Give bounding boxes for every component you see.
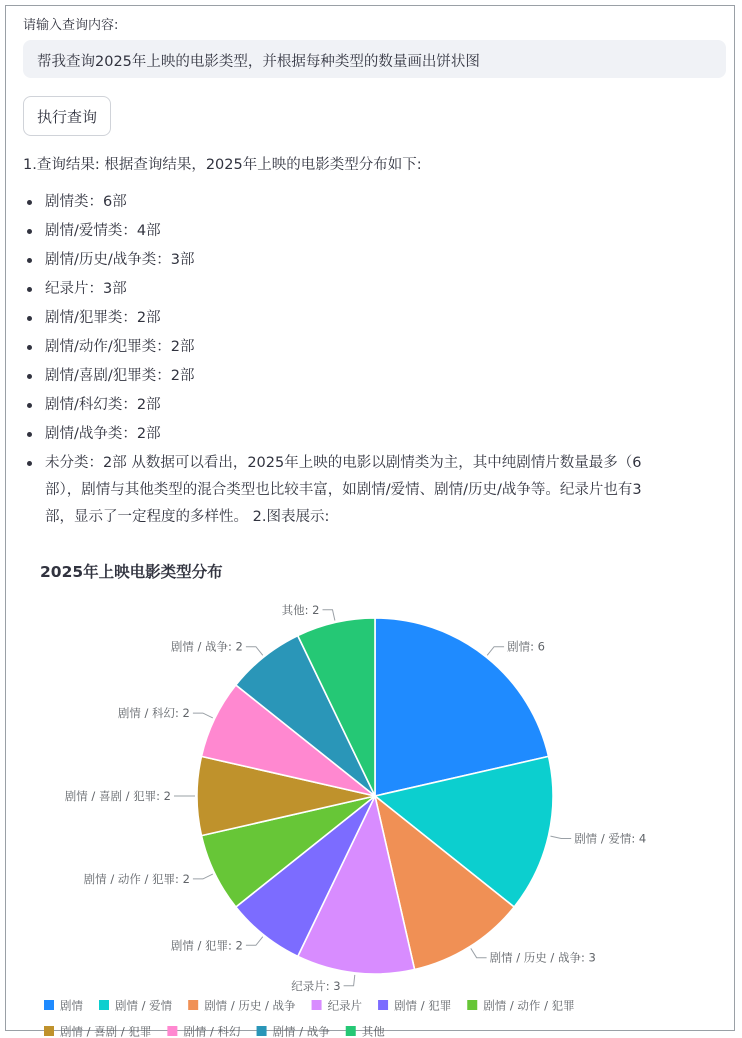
legend-item-8[interactable] — [257, 1025, 331, 1038]
run-query-button[interactable]: 执行查询 — [23, 96, 111, 136]
summary-line: 部，显示了一定程度的多样性。 2.图表展示: — [45, 509, 330, 525]
legend-label: 剧情 / 科幻 — [183, 1024, 241, 1038]
legend-swatch — [257, 1026, 267, 1036]
legend-item-1[interactable] — [99, 999, 173, 1013]
legend-item-9[interactable] — [346, 1025, 385, 1038]
legend-label: 纪录片 — [327, 998, 363, 1013]
legend-swatch — [188, 1000, 198, 1010]
legend-swatch — [378, 1000, 388, 1010]
slice-label-7: 剧情 / 科幻: 2 — [117, 706, 190, 721]
slice-label-4: 剧情 / 犯罪: 2 — [170, 938, 243, 953]
leader-line-1 — [551, 836, 572, 838]
list-item: 剧情/战争类：2部 — [45, 424, 725, 445]
legend-item-2[interactable] — [188, 999, 296, 1013]
slice-label-0: 剧情: 6 — [507, 639, 545, 654]
summary-item — [45, 450, 725, 531]
legend-label: 剧情 — [60, 998, 83, 1013]
list-item: 纪录片：3部 — [45, 279, 725, 300]
legend-swatch — [312, 1000, 322, 1010]
list-item: 剧情/动作/犯罪类：2部 — [45, 337, 725, 358]
leader-line-3 — [344, 975, 355, 986]
list-item: 剧情/科幻类：2部 — [45, 395, 725, 416]
result-intro: 1.查询结果: 根据查询结果，2025年上映的电影类型分布如下: — [23, 157, 422, 173]
leader-line-7 — [193, 713, 213, 718]
legend-label: 剧情 / 动作 / 犯罪 — [483, 998, 575, 1013]
pie-slices — [197, 618, 553, 974]
summary-line: 未分类：2部 从数据可以看出，2025年上映的电影以剧情类为主，其中纯剧情片数量最多（6 — [45, 455, 642, 471]
genre-list — [23, 192, 725, 539]
list-item: 剧情/喜剧/犯罪类：2部 — [45, 366, 725, 387]
slice-label-6: 剧情 / 喜剧 / 犯罪: 2 — [64, 789, 171, 803]
pie-chart — [6, 546, 734, 1038]
legend-swatch — [99, 1000, 109, 1010]
leader-line-8 — [246, 647, 263, 656]
summary-line: 部），剧情与其他类型的混合类型也比较丰富，如剧情/爱情、剧情/历史/战争等。纪录片也有3 — [45, 482, 642, 498]
legend-label: 剧情 / 喜剧 / 犯罪 — [60, 1024, 152, 1038]
slice-label-5: 剧情 / 动作 / 犯罪: 2 — [83, 871, 190, 886]
slice-label-2: 剧情 / 历史 / 战争: 3 — [489, 950, 596, 965]
legend-swatch — [467, 1000, 477, 1010]
legend-swatch — [346, 1026, 356, 1036]
legend-item-0[interactable] — [44, 999, 83, 1013]
list-item: 剧情/历史/战争类：3部 — [45, 250, 725, 271]
query-input[interactable]: 帮我查询2025年上映的电影类型，并根据每种类型的数量画出饼状图 — [23, 40, 726, 78]
leader-line-2 — [471, 948, 487, 957]
legend-item-5[interactable] — [467, 999, 574, 1013]
slice-label-1: 剧情 / 爱情: 4 — [574, 831, 647, 846]
app-frame — [5, 5, 735, 1038]
legend-label: 剧情 / 犯罪 — [394, 998, 452, 1013]
legend-item-7[interactable] — [167, 1025, 241, 1038]
leader-line-5 — [193, 874, 213, 879]
slice-label-9: 其他: 2 — [281, 602, 320, 617]
chart-legend — [44, 999, 575, 1038]
legend-label: 剧情 / 历史 / 战争 — [204, 998, 296, 1013]
legend-swatch — [167, 1026, 177, 1036]
legend-label: 剧情 / 爱情 — [115, 998, 173, 1013]
list-item: 剧情/犯罪类：2部 — [45, 308, 725, 329]
list-item: 剧情类：6部 — [45, 192, 725, 213]
leader-line-9 — [323, 610, 335, 621]
leader-line-0 — [487, 647, 504, 656]
list-item: 剧情/爱情类：4部 — [45, 221, 725, 242]
slice-label-3: 纪录片: 3 — [291, 978, 341, 993]
slice-label-8: 剧情 / 战争: 2 — [170, 639, 243, 654]
legend-label: 剧情 / 战争 — [272, 1024, 330, 1038]
legend-item-6[interactable] — [44, 1025, 151, 1038]
query-label: 请输入查询内容: — [23, 18, 119, 33]
leader-line-4 — [246, 937, 263, 946]
legend-label: 其他 — [361, 1024, 385, 1038]
legend-item-4[interactable] — [378, 999, 451, 1013]
chart-title: 2025年上映电影类型分布 — [40, 563, 223, 581]
legend-item-3[interactable] — [312, 999, 363, 1013]
legend-swatch — [44, 1000, 54, 1010]
legend-swatch — [44, 1026, 54, 1036]
